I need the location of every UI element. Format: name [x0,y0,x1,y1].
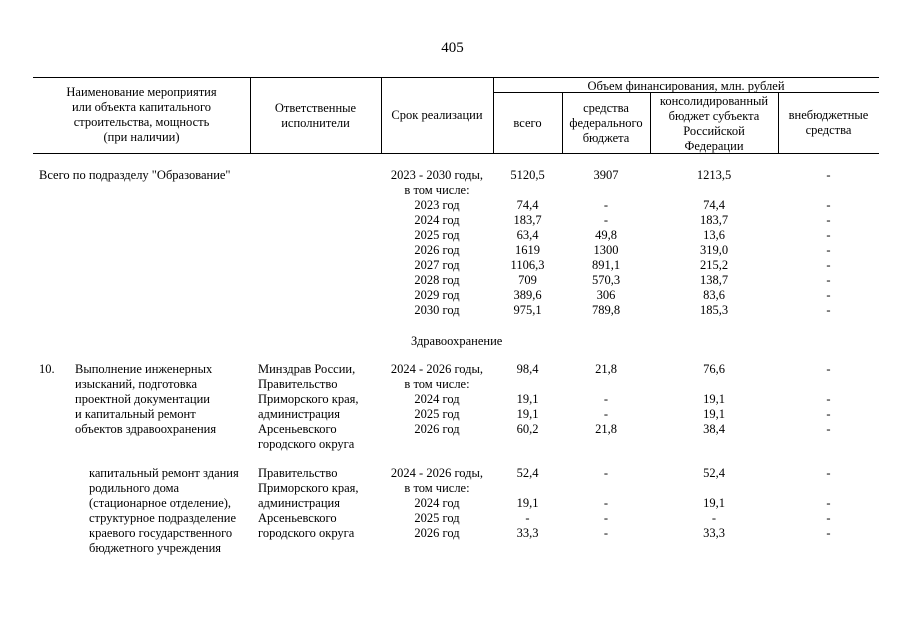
period-cell: 2024 год [414,496,460,510]
period-cell: 2025 год [414,228,460,242]
federal-cell: 1300 [593,243,619,257]
federal-cell: 891,1 [591,258,621,272]
federal-cell: - [603,213,609,227]
table-top-rule [33,77,879,78]
header-total: всего [513,116,542,130]
extrabudget-cell: - [826,198,831,212]
consolidated-cell: 215,2 [699,258,729,272]
period-cell: 2025 год [414,511,460,525]
section-title: Здравоохранение [411,334,503,348]
consolidated-cell: 38,4 [703,422,725,436]
total-cell: 19,1 [516,496,539,510]
period-cell: 2024 год [414,213,460,227]
consolidated-cell: 52,4 [703,466,725,480]
federal-cell: - [603,198,609,212]
extrabudget-cell: - [826,243,831,257]
extrabudget-cell: - [826,303,831,317]
federal-cell: - [603,511,609,525]
consolidated-cell: 13,6 [703,228,725,242]
total-cell: 1619 [515,243,540,257]
federal-cell: 21,8 [595,362,617,376]
federal-cell: 570,3 [591,273,621,287]
header-federal: средства федерального бюджета [569,101,643,145]
total-cell: 33,3 [516,526,539,540]
period-cell: 2024 - 2026 годы, в том числе: [390,362,484,391]
extrabudget-cell: - [826,496,831,510]
period-cell: 2030 год [414,303,460,317]
item-responsible: Минздрав России, Правительство Приморского края, администрация Арсеньевского городского округа [258,362,359,451]
consolidated-cell: 74,4 [703,198,725,212]
total-cell: 98,4 [516,362,539,376]
federal-cell: 306 [596,288,616,302]
extrabudget-cell: - [826,407,831,421]
subitem-name: капитальный ремонт здания родильного дома (стационарное отделение), структурное подразделение краевого государственного бюджетного учреждения [89,466,239,555]
period-cell: 2025 год [414,407,460,421]
extrabudget-cell: - [826,362,831,376]
header-responsible: Ответственные исполнители [274,101,357,130]
period-cell: 2029 год [414,288,460,302]
item-name: Выполнение инженерных изысканий, подготовка проектной документации и капитальный ремонт объектов здравоохранения [75,362,217,436]
extrabudget-cell: - [826,273,831,287]
consolidated-cell: 83,6 [703,288,725,302]
period-cell: 2023 - 2030 годы, в том числе: [390,168,484,197]
extrabudget-cell: - [826,213,831,227]
federal-cell: - [603,526,609,540]
period-cell: 2026 год [414,422,460,436]
subitem-responsible: Правительство Приморского края, администрация Арсеньевского городского округа [258,466,359,540]
page-number: 405 [441,40,464,56]
federal-cell: - [603,496,609,510]
education-total-label: Всего по подразделу "Образование" [39,168,231,182]
period-cell: 2028 год [414,273,460,287]
federal-cell: 3907 [593,168,619,182]
extrabudget-cell: - [826,511,831,525]
header-extrabudget: внебюджетные средства [788,108,869,137]
total-cell: 19,1 [516,407,539,421]
extrabudget-cell: - [826,288,831,302]
consolidated-cell: 183,7 [699,213,729,227]
total-cell: - [525,511,530,525]
total-cell: 975,1 [513,303,542,317]
period-cell: 2024 - 2026 годы, в том числе: [390,466,484,495]
consolidated-cell: 19,1 [703,407,725,421]
extrabudget-cell: - [826,228,831,242]
total-cell: 52,4 [516,466,539,480]
consolidated-cell: 76,6 [703,362,725,376]
extrabudget-cell: - [826,168,831,182]
consolidated-cell: 19,1 [703,496,725,510]
header-financing-group: Объем финансирования, млн. рублей [587,79,785,93]
consolidated-cell: 33,3 [703,526,725,540]
period-cell: 2027 год [414,258,460,272]
total-cell: 389,6 [513,288,542,302]
extrabudget-cell: - [826,422,831,436]
header-name: Наименование мероприятия или объекта капитального строительства, мощность (при наличии) [66,85,217,144]
extrabudget-cell: - [826,526,831,540]
extrabudget-cell: - [826,392,831,406]
total-cell: 1106,3 [510,258,545,272]
federal-cell: 789,8 [591,303,621,317]
total-cell: 19,1 [516,392,539,406]
federal-cell: 49,8 [595,228,617,242]
consolidated-cell: 319,0 [699,243,729,257]
extrabudget-cell: - [826,466,831,480]
total-cell: 5120,5 [510,168,545,182]
period-cell: 2026 год [414,526,460,540]
consolidated-cell: 19,1 [703,392,725,406]
consolidated-cell: 185,3 [699,303,729,317]
federal-cell: 21,8 [595,422,617,436]
consolidated-cell: - [711,511,717,525]
total-cell: 709 [518,273,537,287]
period-cell: 2026 год [414,243,460,257]
total-cell: 63,4 [516,228,539,242]
item-number: 10. [39,362,55,376]
federal-cell: - [603,407,609,421]
header-period: Срок реализации [391,108,483,122]
extrabudget-cell: - [826,258,831,272]
federal-cell: - [603,392,609,406]
period-cell: 2023 год [414,198,460,212]
period-cell: 2024 год [414,392,460,406]
header-consolidated: консолидированный бюджет субъекта Российской Федерации [659,94,769,153]
total-cell: 183,7 [513,213,542,227]
total-cell: 60,2 [516,422,539,436]
total-cell: 74,4 [516,198,539,212]
consolidated-cell: 1213,5 [696,168,732,182]
consolidated-cell: 138,7 [699,273,729,287]
federal-cell: - [603,466,609,480]
